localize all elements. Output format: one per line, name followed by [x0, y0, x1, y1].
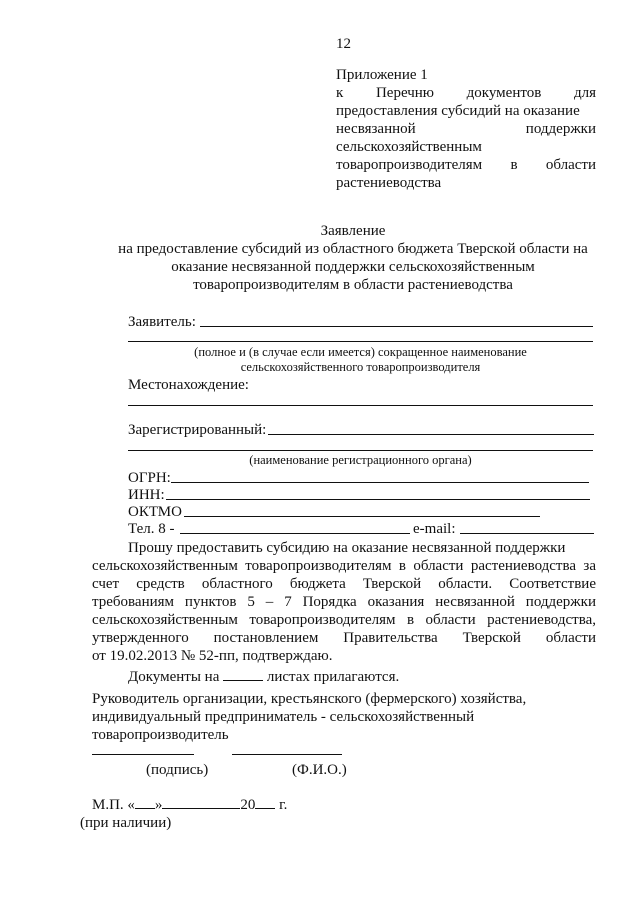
- body-line-last: от 19.02.2013 № 52-пп, подтверждаю.: [92, 648, 333, 664]
- head-line: товаропроизводитель: [92, 727, 229, 743]
- email-label: e-mail:: [413, 521, 456, 537]
- appendix-word: товаропроизводителям: [336, 157, 483, 173]
- body-line: счет средств областного бюджета Тверской области. Соответствие: [92, 576, 596, 592]
- appendix-word: документов: [466, 85, 542, 101]
- appendix-line-3: [336, 120, 596, 138]
- year-prefix: 20: [240, 797, 256, 813]
- head-line: индивидуальный предприниматель - сельскохозяйственный: [92, 709, 475, 725]
- year-suffix: г.: [279, 797, 288, 813]
- tel-label: Тел. 8 -: [128, 521, 175, 537]
- appendix-word: области: [545, 157, 596, 173]
- registered-label: Зарегистрированный:: [128, 422, 267, 438]
- inn-input-line[interactable]: [166, 499, 590, 500]
- full-name-label: (Ф.И.О.): [292, 762, 347, 778]
- statement-title: Заявление: [320, 223, 386, 239]
- applicant-label: Заявитель:: [128, 314, 196, 330]
- appendix-line-4: сельскохозяйственным: [336, 139, 482, 155]
- email-input-line[interactable]: [460, 533, 594, 534]
- day-field[interactable]: [135, 808, 155, 809]
- body-line: требованиям пунктов 5 – 7 Порядка оказания несвязанной поддержки: [92, 594, 596, 610]
- page-number: 12: [336, 36, 351, 52]
- appendix-word: поддержки: [525, 121, 596, 137]
- documents-line: [128, 668, 399, 686]
- stamp-label: М.П.: [92, 797, 124, 813]
- signature-label: (подпись): [146, 762, 209, 778]
- ogrn-label: ОГРН:: [128, 470, 171, 486]
- statement-subtitle-line: товаропроизводителям в области растениеводства: [193, 277, 513, 293]
- inn-label: ИНН:: [128, 487, 165, 503]
- statement-subtitle-line: оказание несвязанной поддержки сельскохозяйственным: [171, 259, 535, 275]
- body-line: сельскохозяйственным товаропроизводителям в области растениеводства,: [92, 612, 596, 628]
- documents-prefix: Документы на: [128, 669, 220, 685]
- tel-input-line[interactable]: [180, 533, 410, 534]
- appendix-line-2: предоставления субсидий на оказание: [336, 103, 580, 119]
- appendix-word: в: [510, 157, 518, 173]
- month-field[interactable]: [162, 808, 240, 809]
- appendix-word: для: [573, 85, 596, 101]
- location-label: Местонахождение:: [128, 377, 249, 393]
- quote-open: «: [127, 797, 135, 813]
- full-name-input-line[interactable]: [232, 754, 342, 755]
- head-line: Руководитель организации, крестьянского (фермерского) хозяйства,: [92, 691, 527, 707]
- body-line-first: Прошу предоставить субсидию на оказание несвязанной поддержки: [128, 540, 566, 556]
- appendix-word: Перечню: [375, 85, 435, 101]
- location-input-line[interactable]: [128, 405, 593, 406]
- signature-input-line[interactable]: [92, 754, 194, 755]
- body-line: утвержденного постановлением Правительства Тверской области: [92, 630, 596, 646]
- appendix-line-5: [336, 156, 596, 174]
- documents-count-field[interactable]: [223, 680, 263, 681]
- year-field[interactable]: [255, 808, 275, 809]
- applicant-hint: сельскохозяйственного товаропроизводителя: [240, 360, 481, 374]
- body-line: сельскохозяйственным товаропроизводителям в области растениеводства за: [92, 558, 596, 574]
- applicant-hint: (полное и (в случае если имеется) сокращенное наименование: [194, 345, 527, 359]
- appendix-title: Приложение 1: [336, 67, 428, 83]
- appendix-word: несвязанной: [336, 121, 416, 137]
- quote-close: »: [154, 797, 163, 813]
- stamp-date-line: [92, 796, 287, 814]
- registered-input-line-2[interactable]: [128, 450, 593, 451]
- appendix-line-6: растениеводства: [336, 175, 442, 191]
- appendix-word: к: [336, 85, 344, 101]
- statement-subtitle-line: на предоставление субсидий из областного бюджета Тверской области на: [118, 241, 588, 257]
- documents-suffix: листах прилагаются.: [266, 669, 400, 685]
- oktmo-label: ОКТМО: [128, 504, 182, 520]
- if-any-note: (при наличии): [80, 815, 172, 831]
- registered-input-line[interactable]: [268, 434, 594, 435]
- ogrn-input-line[interactable]: [171, 482, 589, 483]
- oktmo-input-line[interactable]: [184, 516, 540, 517]
- applicant-input-line-2[interactable]: [128, 341, 593, 342]
- appendix-line-1: [336, 84, 596, 102]
- applicant-input-line[interactable]: [200, 326, 593, 327]
- registered-hint: (наименование регистрационного органа): [249, 453, 472, 467]
